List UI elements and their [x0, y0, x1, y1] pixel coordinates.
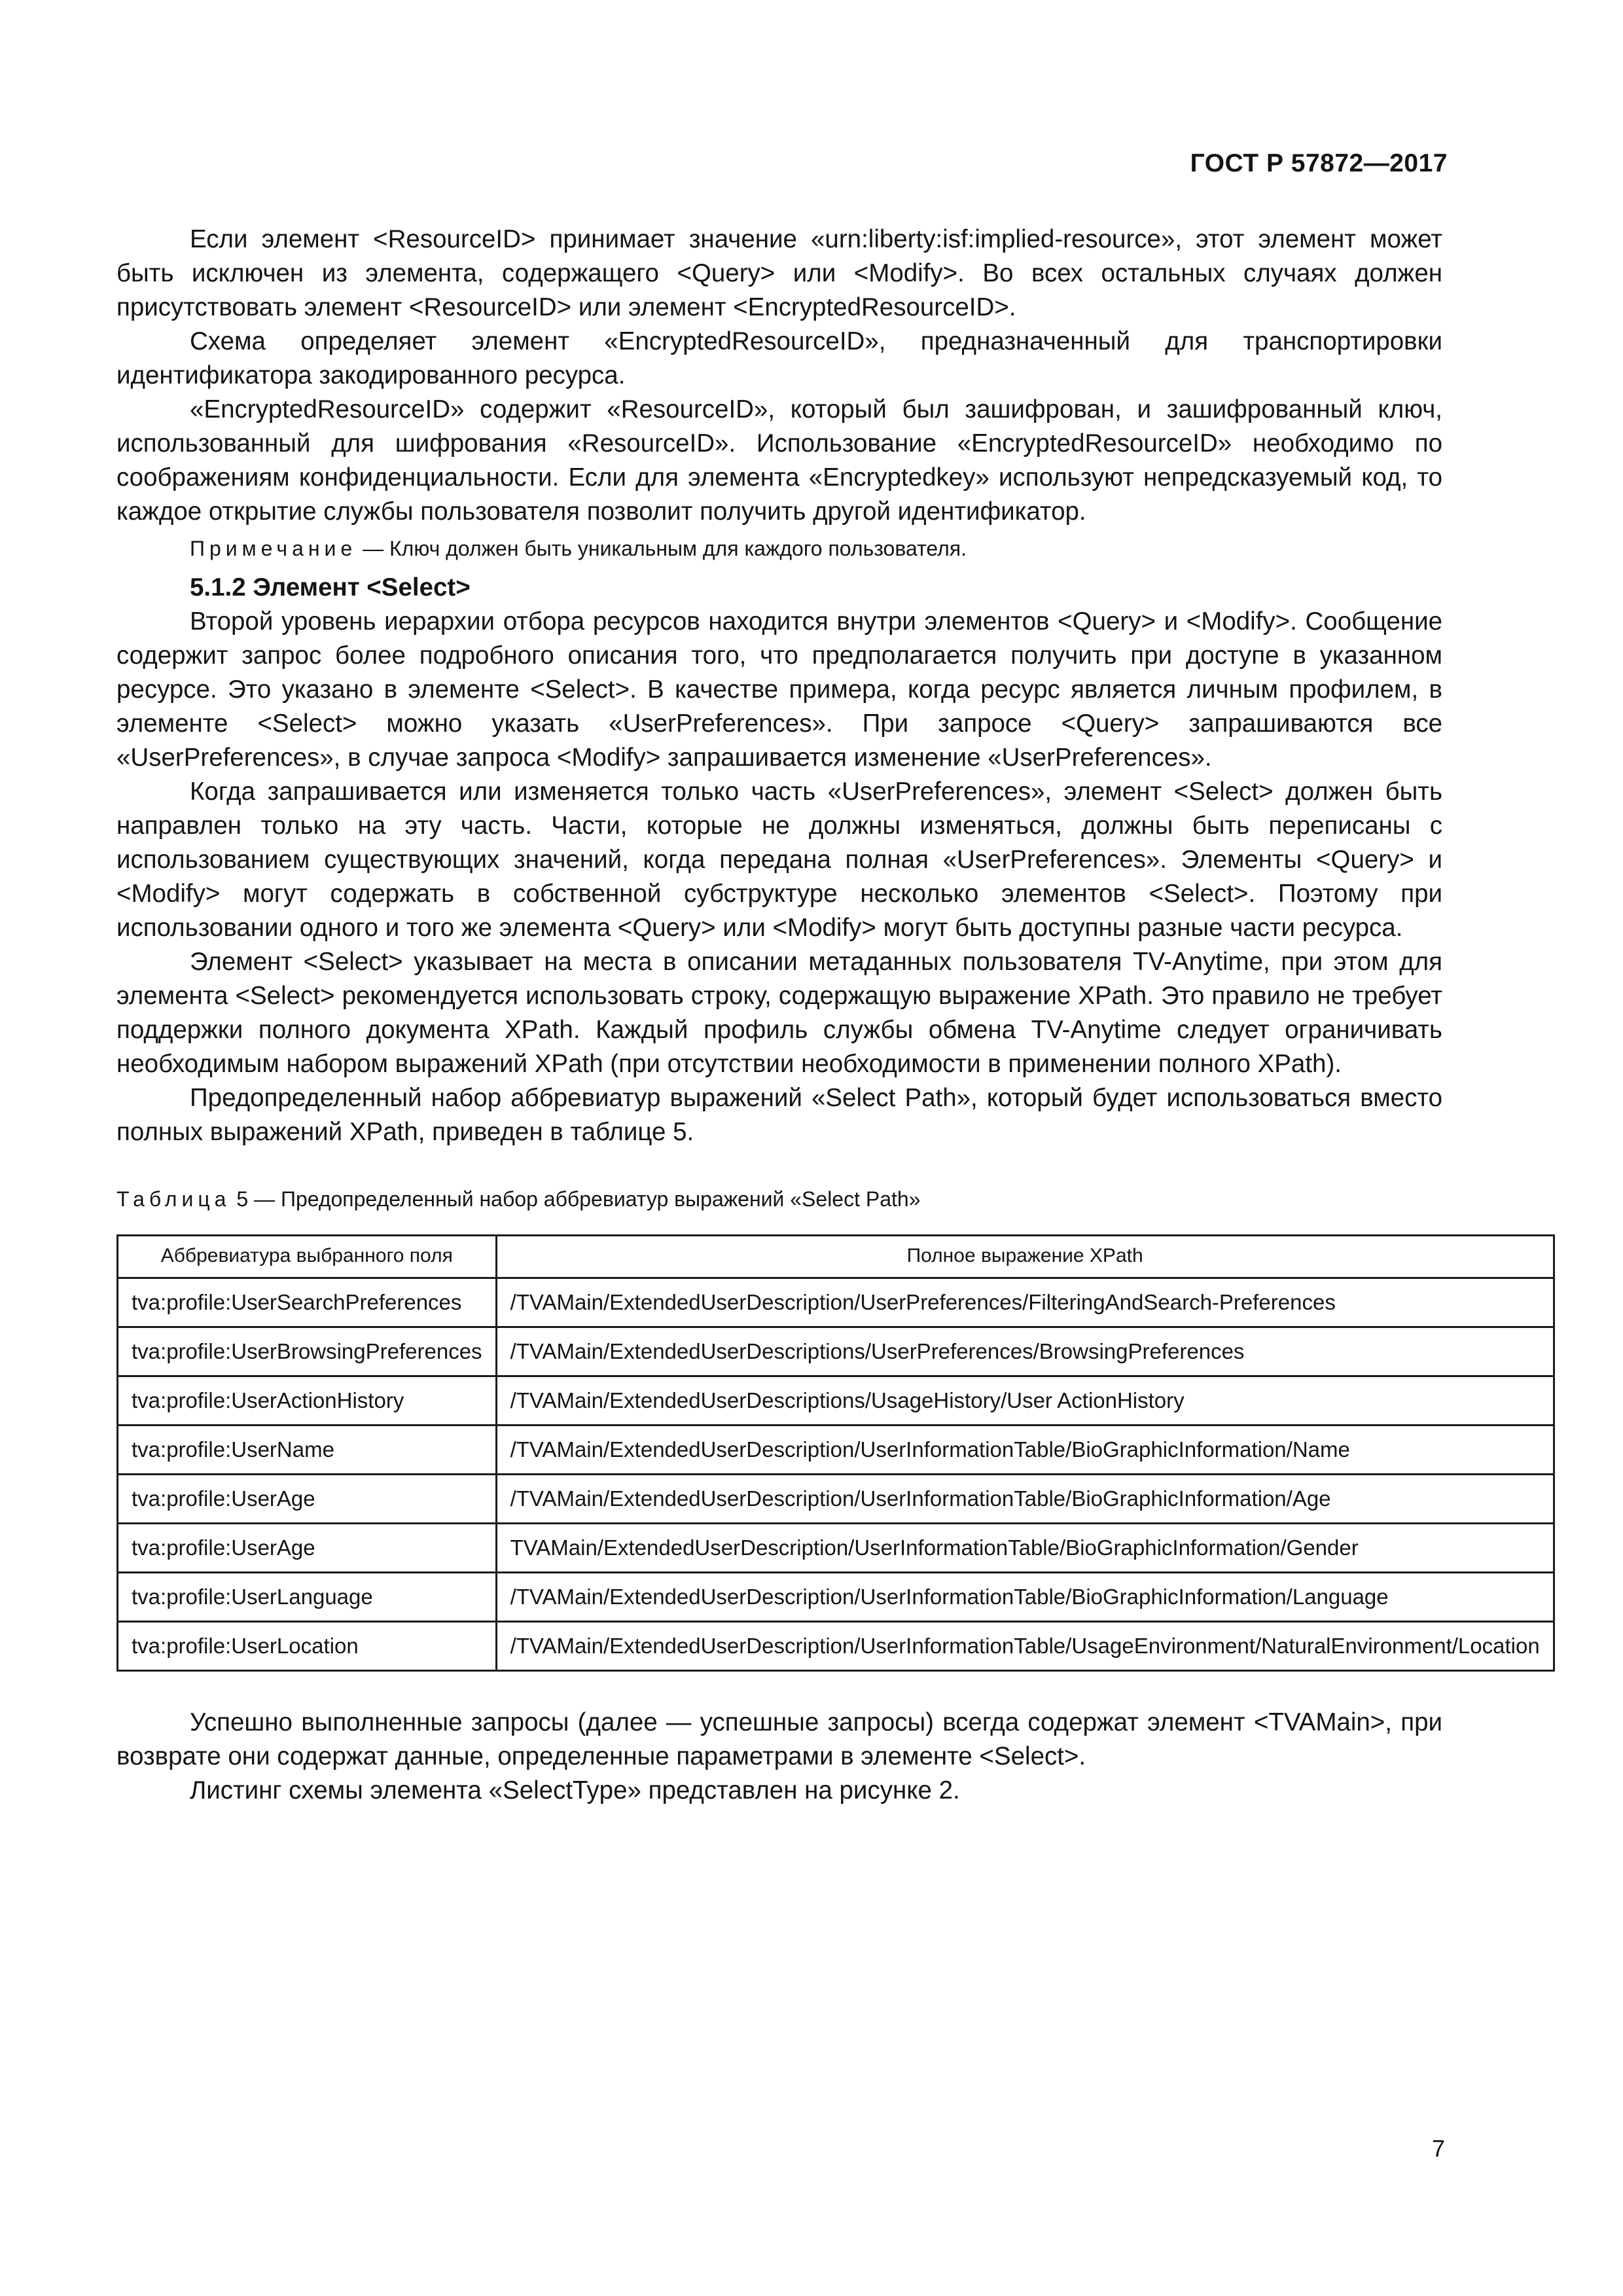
column-header-xpath: Полное выражение XPath [496, 1236, 1554, 1278]
table-row [118, 1475, 1554, 1524]
table-row [118, 1622, 1554, 1671]
abbreviation-cell: tva:profile:UserName [118, 1426, 497, 1475]
paragraph: Элемент <Select> указывает на места в описании метаданных пользователя TV-Anytime, при этом для элемента <Select> рекомендуется использовать строку, содержащую выражение XPath. Это правило не требует поддержки полного документа XPath. Каждый профиль службы обмена TV-Anytime следует ограничивать необходимым набором выражений XPath (при отсутствии необходимости в применении полного XPath). [116, 948, 1442, 1078]
table-row [118, 1278, 1554, 1327]
note-text: — Ключ должен быть уникальным для каждого пользователя. [357, 537, 967, 560]
page-number: 7 [1431, 2135, 1445, 2162]
paragraph: Успешно выполненные запросы (далее — успешные запросы) всегда содержат элемент <TVAMain>, при возврате они содержат данные, определенные параметрами в элементе <Select>. [116, 1708, 1442, 1770]
xpath-cell: /TVAMain/ExtendedUserDescriptions/UserPreferences/BrowsingPreferences [496, 1327, 1554, 1376]
abbreviation-cell: tva:profile:UserSearchPreferences [118, 1278, 497, 1327]
xpath-cell: /TVAMain/ExtendedUserDescription/UserInformationTable/BioGraphicInformation/Name [496, 1426, 1554, 1475]
xpath-cell: /TVAMain/ExtendedUserDescription/UserInformationTable/BioGraphicInformation/Age [496, 1475, 1554, 1524]
abbreviation-cell: tva:profile:UserBrowsingPreferences [118, 1327, 497, 1376]
table-row [118, 1524, 1554, 1573]
table-row [118, 1426, 1554, 1475]
column-header-abbreviation: Аббревиатура выбранного поля [118, 1236, 497, 1278]
paragraph: Предопределенный набор аббревиатур выражений «Select Path», который будет использоваться вместо полных выражений XPath, приведен в таблице 5. [116, 1084, 1442, 1146]
table-header-row [118, 1236, 1554, 1278]
xpath-cell: /TVAMain/ExtendedUserDescriptions/UsageHistory/User ActionHistory [496, 1376, 1554, 1426]
paragraph: «EncryptedResourceID» содержит «ResourceID», который был зашифрован, и зашифрованный ключ, использованный для шифрования «ResourceID». Использование «EncryptedResourceID» необходимо по соображениям конфиденциальности. Если для элемента «Encryptedkey» используют непредсказуемый код, то каждое открытие службы пользователя позволит получить другой идентификатор. [116, 395, 1442, 526]
table-caption-text: 5 — Предопределенный набор аббревиатур выражений «Select Path» [230, 1187, 921, 1211]
table-row [118, 1573, 1554, 1622]
abbreviation-cell: tva:profile:UserActionHistory [118, 1376, 497, 1426]
paragraph: Листинг схемы элемента «SelectType» представлен на рисунке 2. [190, 1776, 960, 1804]
xpath-cell: /TVAMain/ExtendedUserDescription/UserInformationTable/BioGraphicInformation/Language [496, 1573, 1554, 1622]
paragraph: Схема определяет элемент «EncryptedResourceID», предназначенный для транспортировки идентификатора закодированного ресурса. [116, 327, 1442, 389]
table-caption [116, 1185, 1442, 1213]
table-row [118, 1327, 1554, 1376]
abbreviation-cell: tva:profile:UserLocation [118, 1622, 497, 1671]
document-code-header: ГОСТ Р 57872—2017 [1190, 149, 1448, 177]
table-row [118, 1376, 1554, 1426]
section-heading: 5.1.2 Элемент <Select> [190, 573, 471, 601]
xpath-cell: /TVAMain/ExtendedUserDescription/UserInformationTable/UsageEnvironment/NaturalEnvironment/Location [496, 1622, 1554, 1671]
xpath-cell: /TVAMain/ExtendedUserDescription/UserPreferences/FilteringAndSearch-Preferences [496, 1278, 1554, 1327]
paragraph: Когда запрашивается или изменяется только часть «UserPreferences», элемент <Select> должен быть направлен только на эту часть. Части, которые не должны изменяться, должны быть переписаны с использованием существующих значений, когда передана полная «UserPreferences». Элементы <Query> и <Modify> могут содержать в собственной субструктуре несколько элементов <Select>. Поэтому при использовании одного и того же элемента <Query> или <Modify> могут быть доступны разные части ресурса. [116, 778, 1442, 942]
note-label: Примечание [190, 537, 357, 560]
body-text [116, 223, 1540, 1808]
note [116, 534, 1442, 563]
table-caption-label: Таблица [116, 1187, 231, 1211]
xpath-abbreviation-table [116, 1234, 1555, 1672]
abbreviation-cell: tva:profile:UserAge [118, 1475, 497, 1524]
abbreviation-cell: tva:profile:UserAge [118, 1524, 497, 1573]
paragraph: Если элемент <ResourceID> принимает значение «urn:liberty:isf:implied-resource», этот элемент может быть исключен из элемента, содержащего <Query> или <Modify>. Во всех остальных случаях должен присутствовать элемент <ResourceID> или элемент <EncryptedResourceID>. [116, 225, 1442, 321]
paragraph: Второй уровень иерархии отбора ресурсов находится внутри элементов <Query> и <Modify>. Сообщение содержит запрос более подробного описания того, что предполагается получить при доступе в указанном ресурсе. Это указано в элементе <Select>. В качестве примера, когда ресурс является личным профилем, в элементе <Select> можно указать «UserPreferences». При запросе <Query> запрашиваются все «UserPreferences», в случае запроса <Modify> запрашивается изменение «UserPreferences». [116, 607, 1442, 772]
abbreviation-cell: tva:profile:UserLanguage [118, 1573, 497, 1622]
xpath-cell: TVAMain/ExtendedUserDescription/UserInformationTable/BioGraphicInformation/Gender [496, 1524, 1554, 1573]
